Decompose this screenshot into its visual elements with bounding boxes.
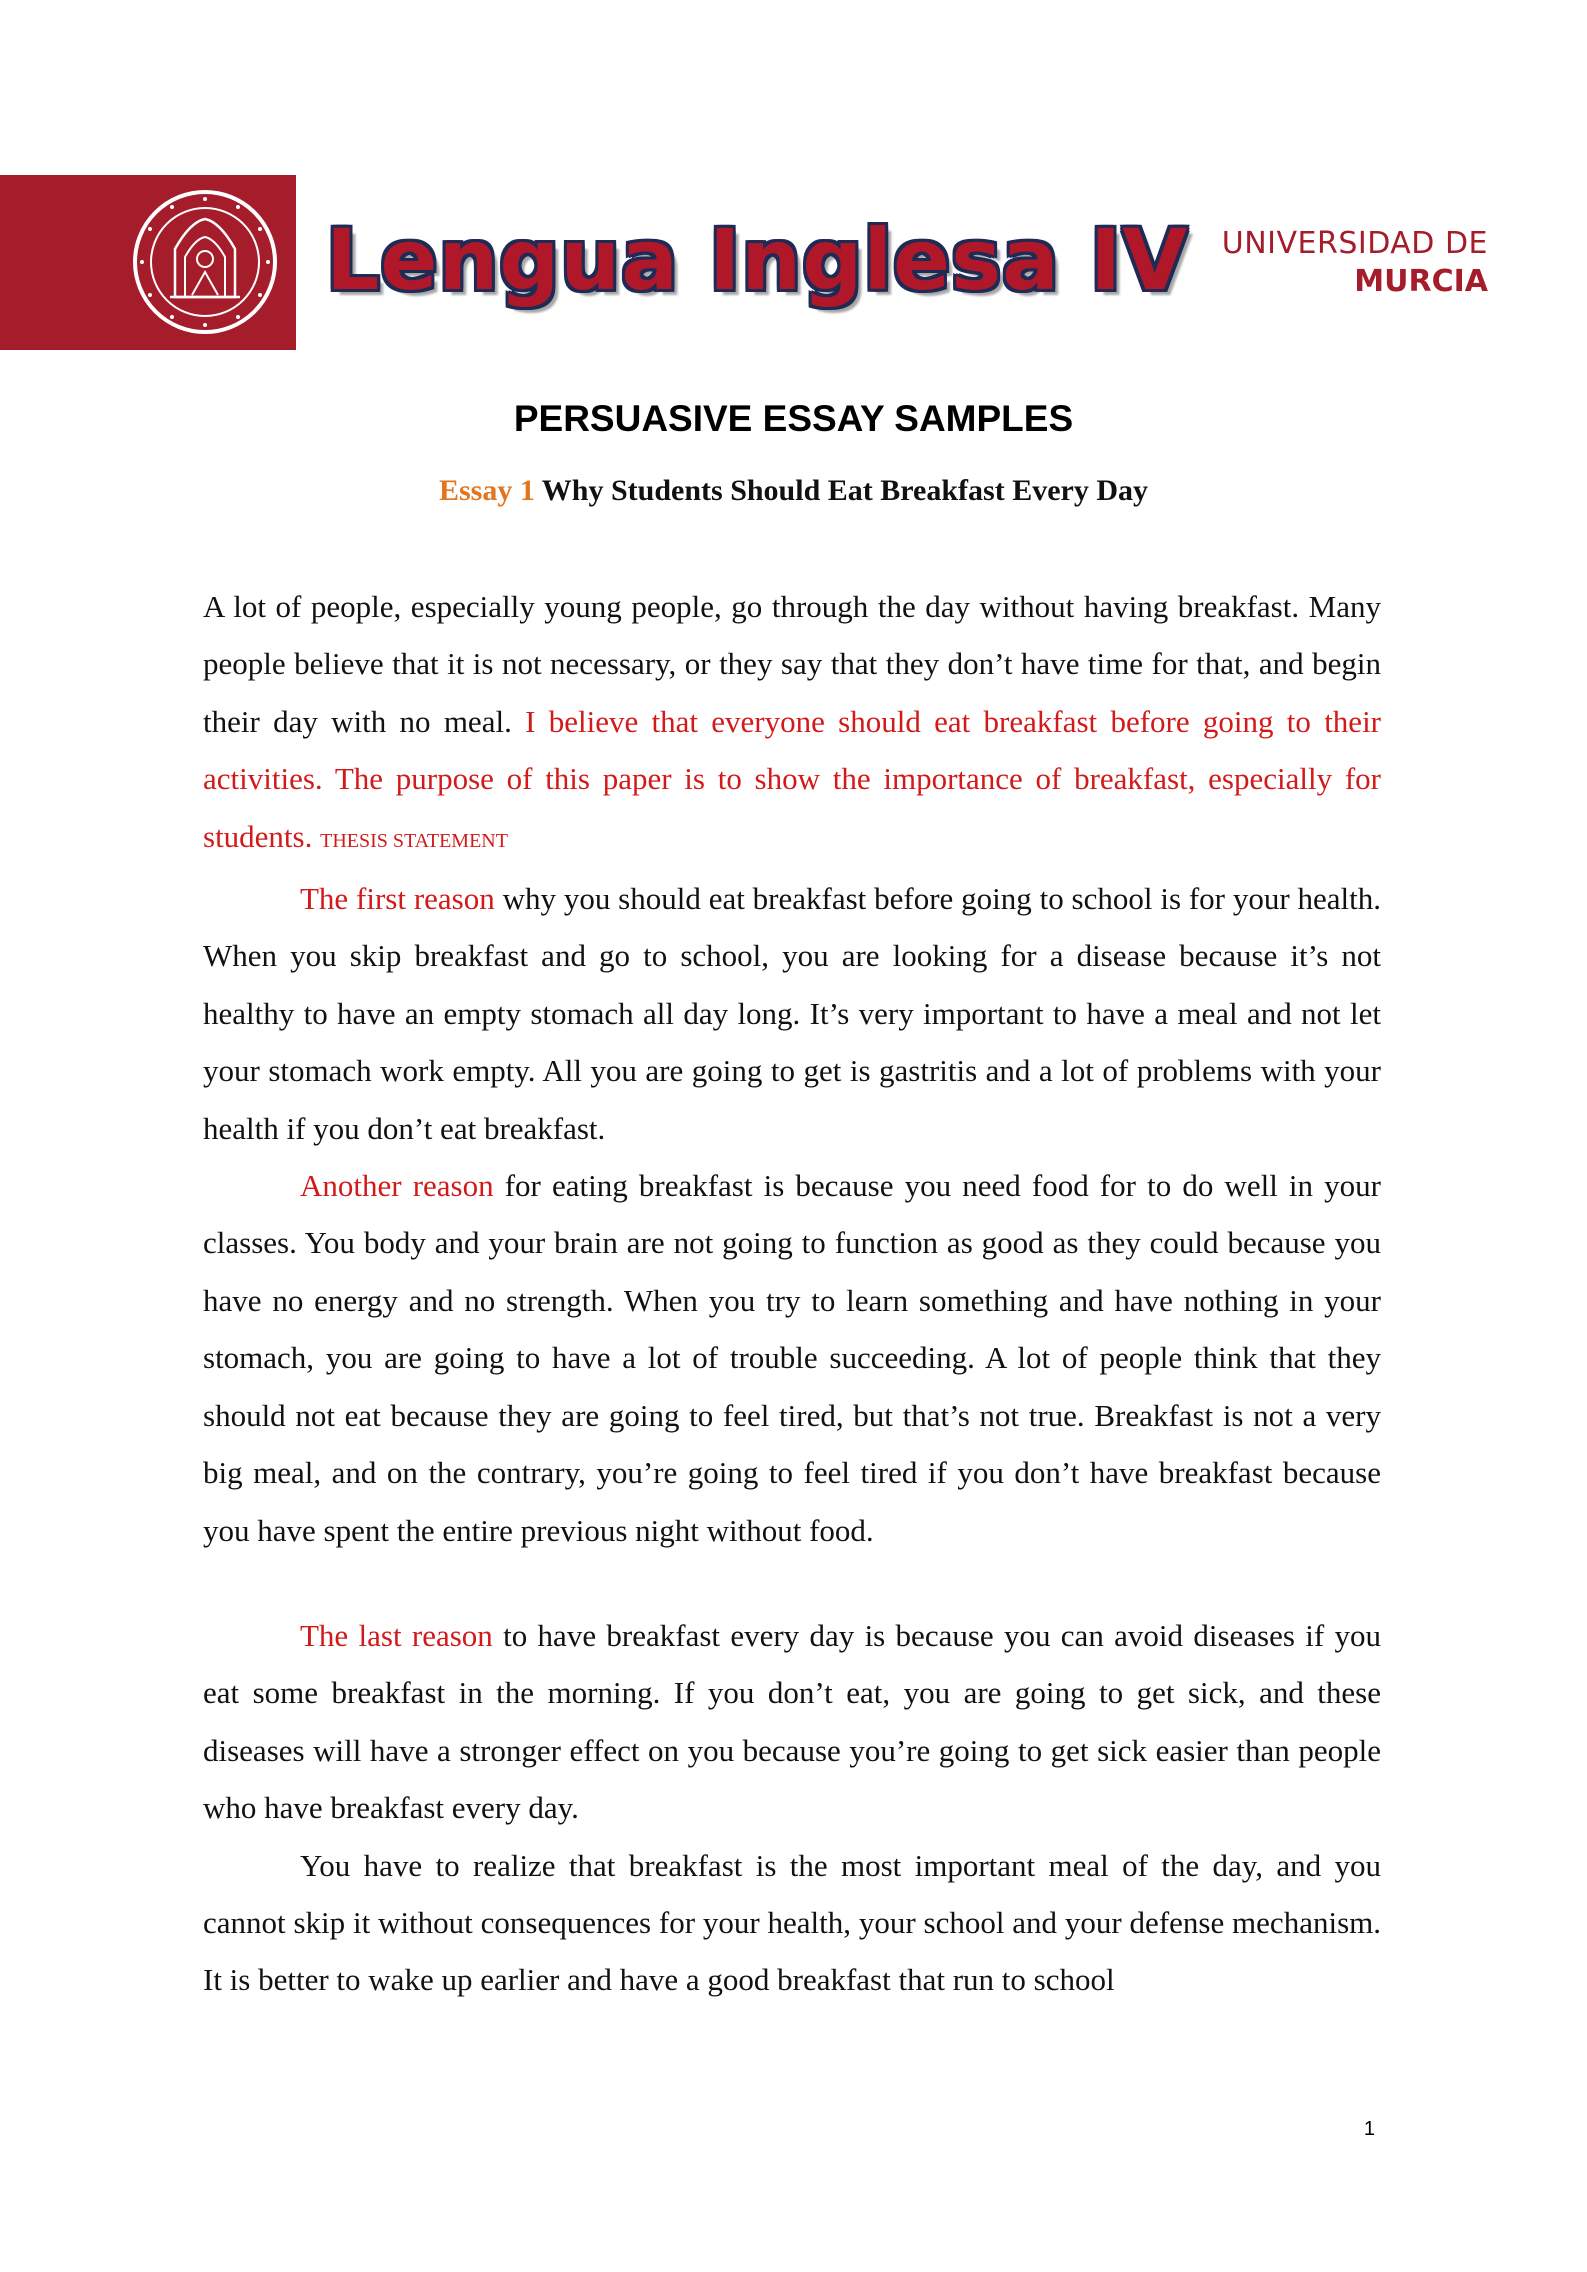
thesis-tag: THESIS STATEMENT xyxy=(320,829,508,852)
paragraph-spacer xyxy=(203,1559,1381,1607)
thesis-statement: I believe that everyone should eat breakfast before going to their activities. The purpose of this paper is to show the importance of breakfast, especially for students. xyxy=(203,703,1381,854)
essay-heading xyxy=(0,474,1587,508)
header-banner xyxy=(0,175,1587,350)
last-reason-lead: The last reason xyxy=(300,1617,493,1653)
conclusion-text: You have to realize that breakfast is the most important meal of the day, and you cannot skip it without consequences for your health, your school and your defense mechanism. It is better to wake up earlier and have a good breakfast that run to school xyxy=(203,1847,1381,1998)
essay-title: Why Students Should Eat Breakfast Every Day xyxy=(541,474,1149,507)
university-logo-text xyxy=(1218,225,1488,301)
essay-body xyxy=(203,578,1381,2009)
paragraph-last-reason xyxy=(203,1607,1381,1837)
page-number: 1 xyxy=(1363,2118,1375,2140)
university-name-line1: UNIVERSIDAD DE xyxy=(1221,226,1488,261)
university-name-line2: MURCIA xyxy=(1354,264,1488,299)
first-reason-lead: The first reason xyxy=(300,881,495,917)
first-reason-text: why you should eat breakfast before going to school is for your health. When you skip breakfast and go to school, you are looking for a disease because it’s not healthy to have an empty stomach all day long. It’s very important to have a meal and not let your stomach work empty. All you are going to get is gastritis and a lot of problems with your health if you don’t eat breakfast. xyxy=(203,881,1382,1146)
last-reason-text: to have breakfast every day is because you can avoid diseases if you eat some breakfast in the morning. If you don’t eat, you are going to get sick, and these diseases will have a stronger effect on you because you’re going to get sick easier than people who have breakfast every day. xyxy=(203,1617,1381,1826)
course-title: Lengua Inglesa IV xyxy=(326,211,1189,309)
paragraph-first-reason xyxy=(203,870,1381,1157)
another-reason-lead: Another reason xyxy=(300,1168,494,1204)
paragraph-another-reason xyxy=(203,1157,1381,1559)
another-reason-text: for eating breakfast is because you need food for to do well in your classes. You body and your brain are not going to function as good as they could because you have no energy and no strength. When you try to learn something and have nothing in your stomach, you are going to have a lot of trouble succeeding. A lot of people think that they should not eat because they are going to feel tired, but that’s not true. Breakfast is not a very big meal, and on the contrary, you’re going to feel tired if you don’t have breakfast because you have spent the entire previous night without food. xyxy=(203,1168,1381,1548)
paragraph-intro xyxy=(203,578,1381,870)
seal-panel xyxy=(0,175,296,350)
university-seal-icon xyxy=(130,187,280,337)
essay-number-label: Essay 1 xyxy=(438,474,535,507)
paragraph-conclusion xyxy=(203,1837,1381,2009)
intro-text: A lot of people, especially young people, go through the day without having breakfast. Many people believe that it is not necessary, or they say that they don’t have time for that, and begin their day with no meal. xyxy=(203,589,1381,739)
document-title: PERSUASIVE ESSAY SAMPLES xyxy=(513,398,1074,439)
